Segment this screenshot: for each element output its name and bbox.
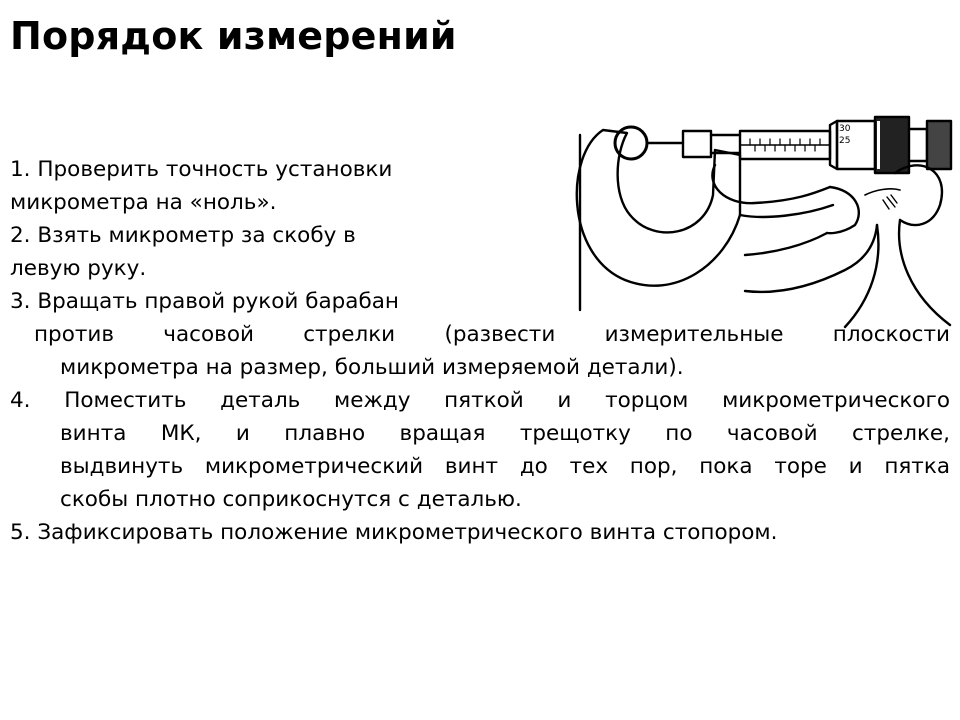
step-3-line-2: против часовой стрелки (развести измерительные плоскости: [34, 322, 950, 347]
scale-label-25: 25: [839, 136, 851, 146]
scale-label-30: 30: [839, 124, 851, 134]
step-5-line-1: 5. Зафиксировать положение микрометрического винта стопором.: [10, 520, 778, 545]
step-3-line-3: микрометра на размер, больший измеряемой детали).: [60, 355, 684, 380]
step-2-line-1: 2. Взять микрометр за скобу в: [10, 223, 356, 248]
step-4-line-3: выдвинуть микрометрический винт до тех пор, пока торе и пятка: [60, 454, 950, 479]
step-1-line-2: микрометра на «ноль».: [10, 190, 277, 215]
page-title: Порядок измерений: [10, 14, 457, 58]
step-2-line-2: левую руку.: [10, 256, 147, 281]
step-4-line-4: скобы плотно соприкоснутся с деталью.: [60, 487, 522, 512]
step-4-line-1: 4. Поместить деталь между пяткой и торцом микрометрического: [10, 388, 950, 413]
step-1-line-1: 1. Проверить точность установки: [10, 157, 393, 182]
micrometer-hand-icon: [565, 95, 955, 330]
step-3-line-1: 3. Вращать правой рукой барабан: [10, 289, 399, 314]
step-4-line-2: винта МК, и плавно вращая трещотку по часовой стрелке,: [60, 421, 950, 446]
